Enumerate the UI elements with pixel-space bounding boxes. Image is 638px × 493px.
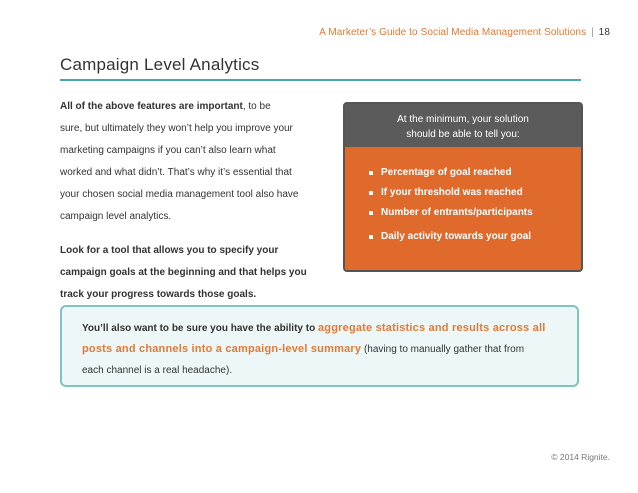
advice-line3: track your progress towards those goals. bbox=[60, 289, 257, 300]
intro-lead: All of the above features are important bbox=[60, 101, 243, 112]
intro-line6: campaign level analytics. bbox=[60, 211, 172, 222]
callout-item: Percentage of goal reached bbox=[369, 163, 581, 183]
note-tail-2: (having to manually gather that from bbox=[363, 344, 525, 355]
advice-paragraph bbox=[60, 240, 318, 306]
intro-line3: marketing campaigns if you can’t also learn what bbox=[60, 145, 276, 156]
advice-line2: campaign goals at the beginning and that helps you bbox=[60, 267, 307, 278]
callout-head-line1: At the minimum, your solution bbox=[397, 114, 529, 125]
copyright: © 2014 Rignite. bbox=[551, 452, 610, 462]
summary-note bbox=[60, 305, 579, 387]
callout-list bbox=[345, 147, 581, 247]
note-highlight-2: posts and channels into a campaign-level summary bbox=[82, 343, 362, 355]
callout-item: Daily activity towards your goal bbox=[369, 227, 581, 247]
callout-item: If your threshold was reached bbox=[369, 183, 581, 203]
note-tail-3: each channel is a real headache). bbox=[82, 365, 233, 376]
intro-line4: worked and what didn’t. That’s why it’s essential that bbox=[60, 167, 292, 178]
header-separator: | bbox=[591, 27, 594, 38]
callout-header bbox=[345, 104, 581, 147]
page-number: 18 bbox=[598, 27, 610, 38]
intro-line1-rest: , to be bbox=[242, 101, 271, 112]
page-title: Campaign Level Analytics bbox=[60, 55, 260, 74]
note-intro: You’ll also want to be sure you have the ability to bbox=[82, 323, 316, 334]
callout-head-line2: should be able to tell you: bbox=[406, 129, 520, 140]
intro-line2: sure, but ultimately they won’t help you improve your bbox=[60, 123, 293, 134]
page-header bbox=[319, 27, 610, 38]
callout-item: Number of entrants/participants bbox=[369, 203, 581, 223]
guide-title: A Marketer’s Guide to Social Media Management Solutions bbox=[319, 27, 587, 38]
intro-text bbox=[60, 96, 318, 318]
advice-line1: Look for a tool that allows you to specify your bbox=[60, 245, 279, 256]
intro-line5: your chosen social media management tool also have bbox=[60, 189, 299, 200]
requirements-callout bbox=[343, 102, 583, 272]
title-divider bbox=[60, 79, 581, 81]
note-highlight-1: aggregate statistics and results across all bbox=[317, 322, 546, 334]
intro-paragraph bbox=[60, 96, 318, 228]
